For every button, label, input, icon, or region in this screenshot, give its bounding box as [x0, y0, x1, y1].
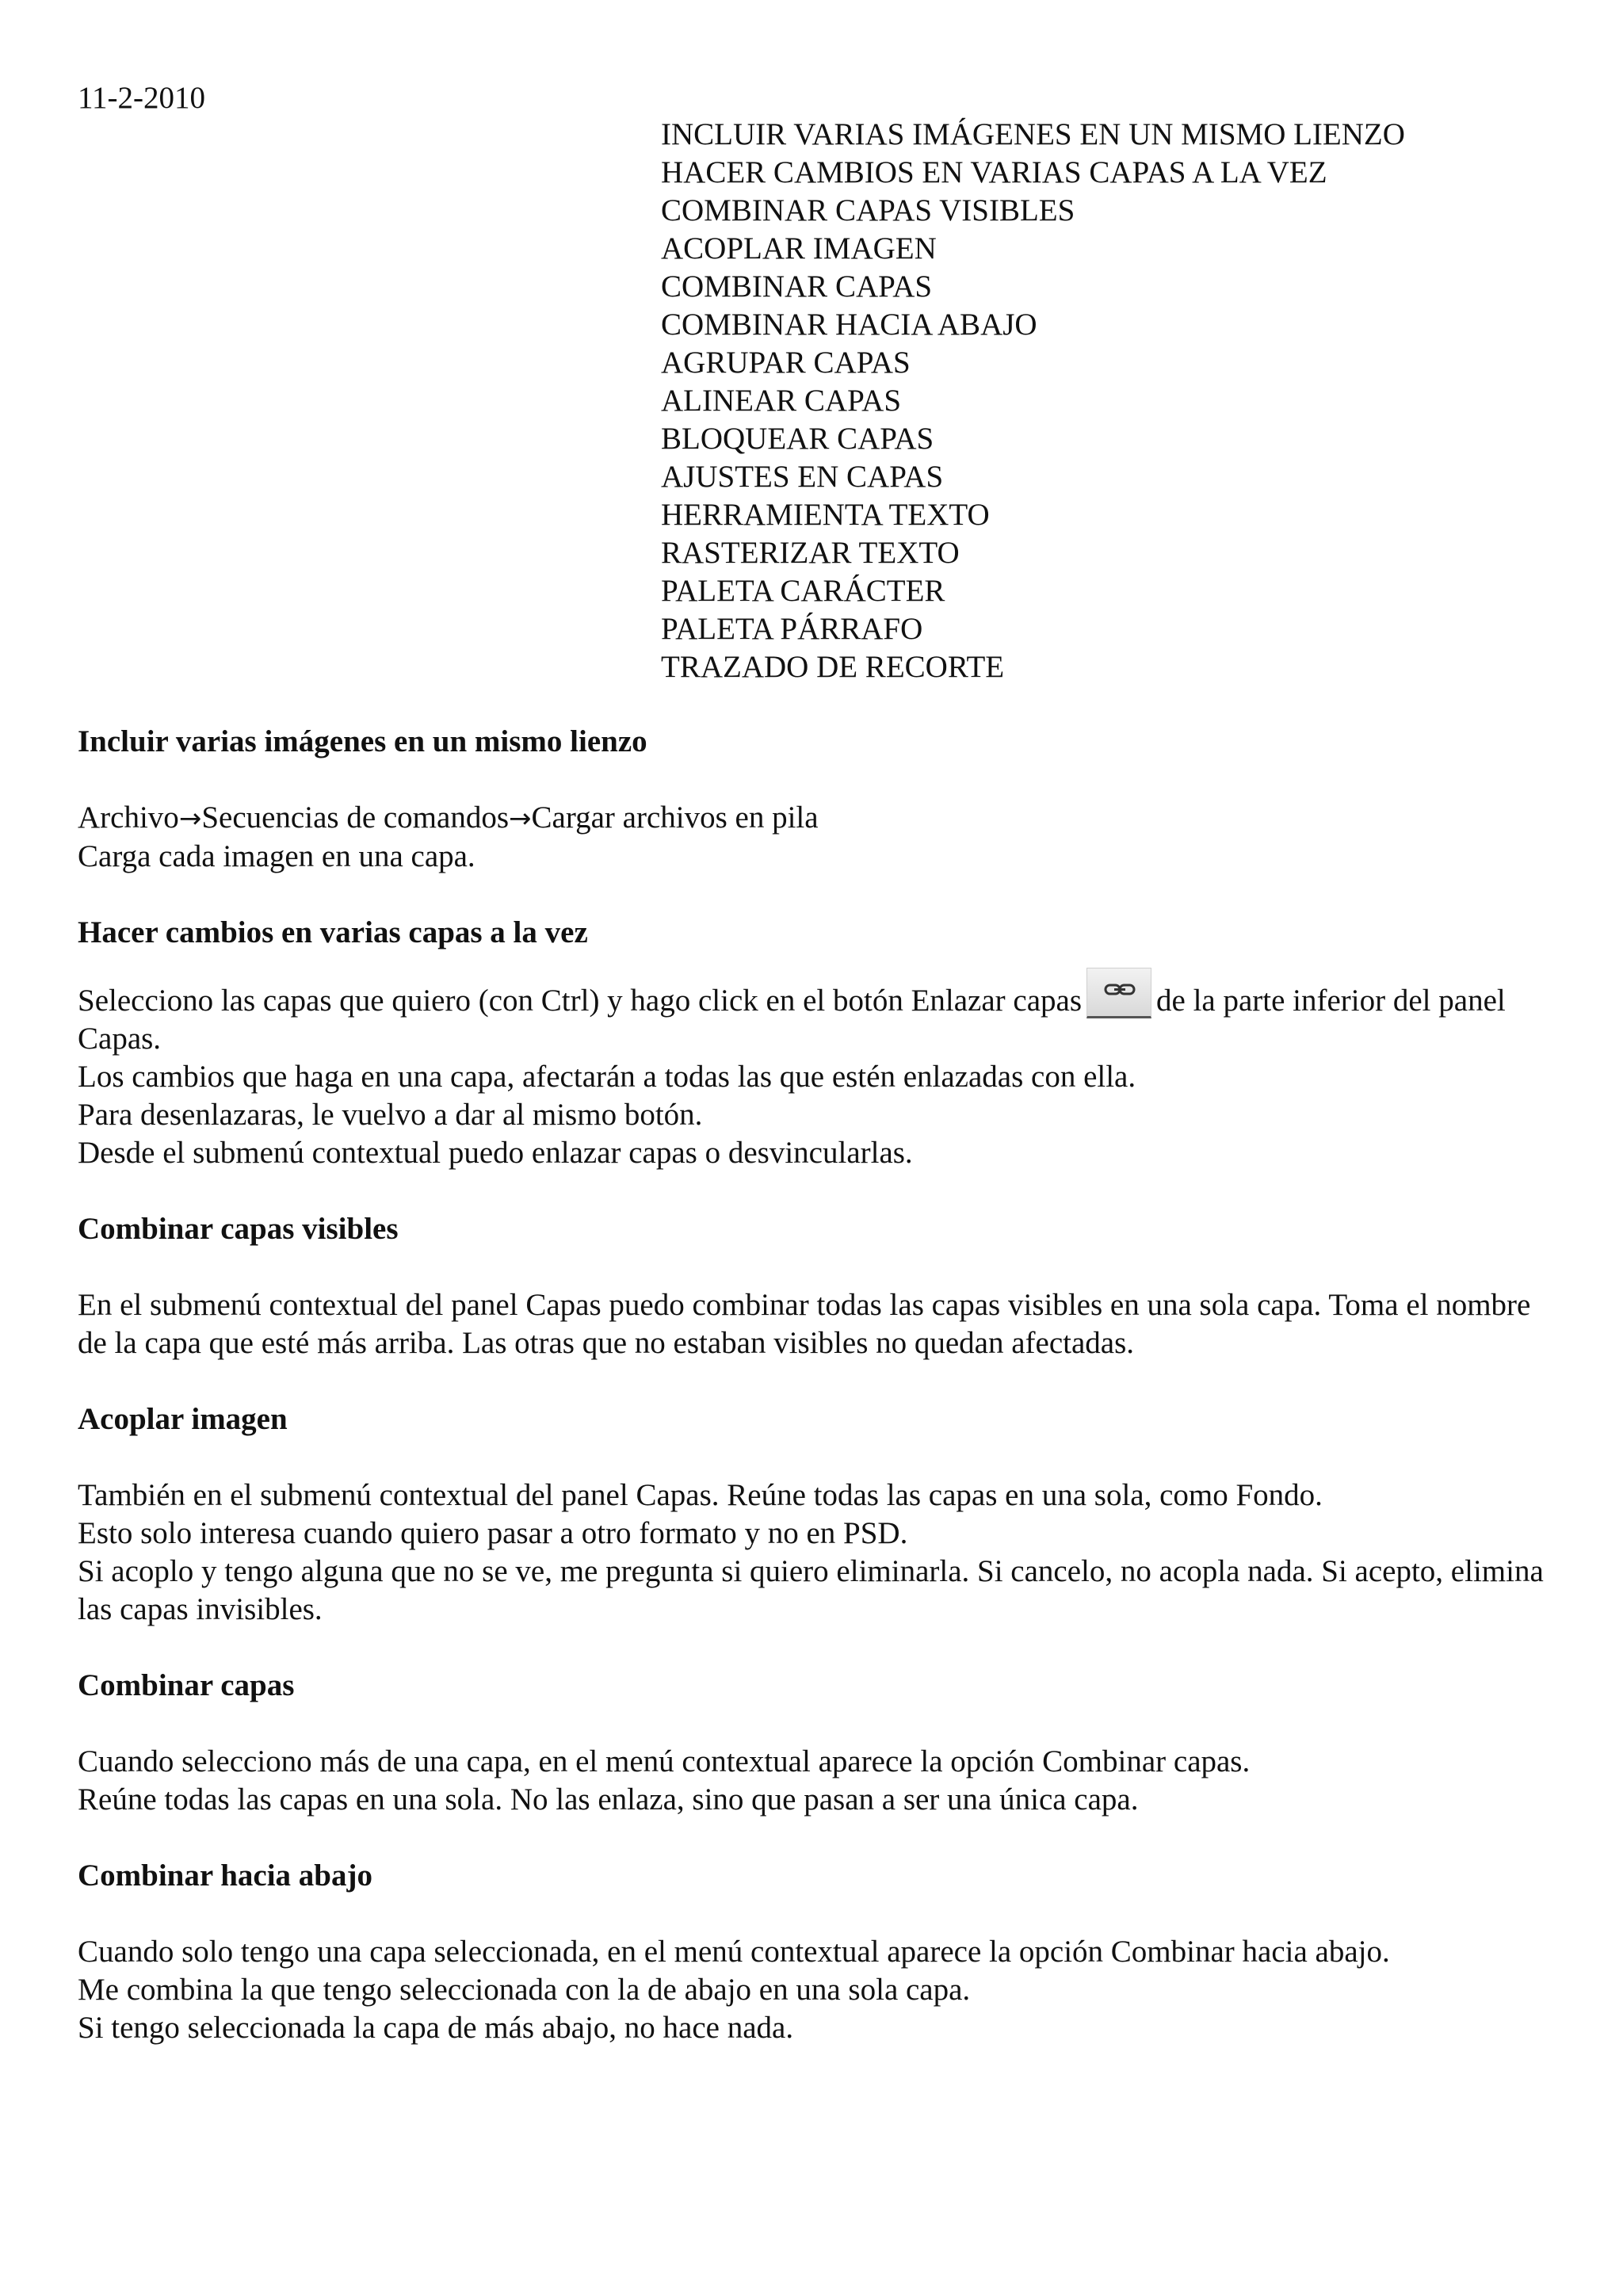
link-layers-button-image	[1086, 968, 1151, 1018]
paragraph: Para desenlazaras, le vuelvo a dar al mismo botón.	[78, 1098, 703, 1132]
toc-item: ACOPLAR IMAGEN	[661, 231, 937, 266]
paragraph: Si acoplo y tengo alguna que no se ve, me pregunta si quiero eliminarla. Si cancelo, no acopla nada. Si acepto, elimina las capas invisibles.	[78, 1554, 1544, 1626]
paragraph: Carga cada imagen en una capa.	[78, 839, 475, 873]
toc-item: PALETA PÁRRAFO	[661, 612, 923, 646]
toc-item: RASTERIZAR TEXTO	[661, 536, 960, 570]
toc-item: AGRUPAR CAPAS	[661, 346, 911, 380]
toc-item: BLOQUEAR CAPAS	[661, 422, 934, 456]
paragraph: Reúne todas las capas en una sola. No las enlaza, sino que pasan a ser una única capa.	[78, 1782, 1139, 1817]
toc-item: COMBINAR CAPAS	[661, 269, 933, 304]
paragraph: Los cambios que haga en una capa, afectarán a todas las que estén enlazadas con ella.	[78, 1060, 1136, 1094]
section-incluir	[78, 723, 1552, 876]
paragraph: En el submenú contextual del panel Capas puedo combinar todas las capas visibles en una sola capa. Toma el nombre de la capa que esté más arriba. Las otras que no estaban visibles no quedan afectadas.	[78, 1288, 1531, 1360]
paragraph: Cuando selecciono más de una capa, en el menú contextual aparece la opción Combinar capas.	[78, 1744, 1251, 1778]
section-combinar-visibles	[78, 1210, 1552, 1362]
toc-item: INCLUIR VARIAS IMÁGENES EN UN MISMO LIENZO	[661, 117, 1405, 151]
link-chain-icon	[1104, 981, 1136, 999]
menu-path-step: Secuencias de comandos	[201, 800, 510, 835]
paragraph: También en el submenú contextual del panel Capas. Reúne todas las capas en una sola, como Fondo.	[78, 1478, 1323, 1512]
paragraph: Me combina la que tengo seleccionada con la de abajo en una sola capa.	[78, 1973, 971, 2007]
section-heading: Incluir varias imágenes en un mismo lienzo	[78, 724, 647, 758]
toc-item: ALINEAR CAPAS	[661, 384, 902, 418]
arrow-right-icon: →	[509, 803, 532, 835]
toc-item: HERRAMIENTA TEXTO	[661, 498, 990, 532]
document-body	[78, 723, 1552, 2085]
paragraph	[78, 968, 1552, 1058]
toc-item: COMBINAR HACIA ABAJO	[661, 308, 1037, 342]
arrow-right-icon: →	[178, 803, 202, 835]
menu-path	[78, 799, 1552, 838]
section-heading: Combinar capas visibles	[78, 1212, 399, 1246]
section-acoplar	[78, 1400, 1552, 1629]
table-of-contents	[661, 116, 1405, 686]
toc-item: HACER CAMBIOS EN VARIAS CAPAS A LA VEZ	[661, 155, 1327, 189]
paragraph: Cuando solo tengo una capa seleccionada, en el menú contextual aparece la opción Combinar hacia abajo.	[78, 1935, 1390, 1969]
menu-path-step: Cargar archivos en pila	[531, 800, 819, 835]
section-combinar-abajo	[78, 1857, 1552, 2047]
paragraph: Esto solo interesa cuando quiero pasar a otro formato y no en PSD.	[78, 1516, 908, 1550]
section-heading: Hacer cambios en varias capas a la vez	[78, 915, 588, 949]
toc-item: AJUSTES EN CAPAS	[661, 460, 944, 494]
section-hacer-cambios	[78, 914, 1552, 1172]
toc-item: COMBINAR CAPAS VISIBLES	[661, 193, 1075, 227]
menu-path-step: Archivo	[78, 800, 179, 835]
paragraph-text: Selecciono las capas que quiero (con Ctrl) y hago click en el botón Enlazar capas	[78, 984, 1083, 1018]
section-heading: Combinar capas	[78, 1668, 295, 1702]
section-heading: Combinar hacia abajo	[78, 1859, 372, 1893]
section-combinar-capas	[78, 1667, 1552, 1819]
paragraph-text: de la parte inferior del panel Capas.	[78, 984, 1506, 1056]
document-date: 11-2-2010	[78, 81, 206, 115]
toc-item: TRAZADO DE RECORTE	[661, 650, 1005, 684]
paragraph: Desde el submenú contextual puedo enlazar capas o desvincularlas.	[78, 1136, 913, 1170]
toc-item: PALETA CARÁCTER	[661, 574, 945, 608]
paragraph: Si tengo seleccionada la capa de más abajo, no hace nada.	[78, 2011, 794, 2045]
section-heading: Acoplar imagen	[78, 1402, 288, 1436]
